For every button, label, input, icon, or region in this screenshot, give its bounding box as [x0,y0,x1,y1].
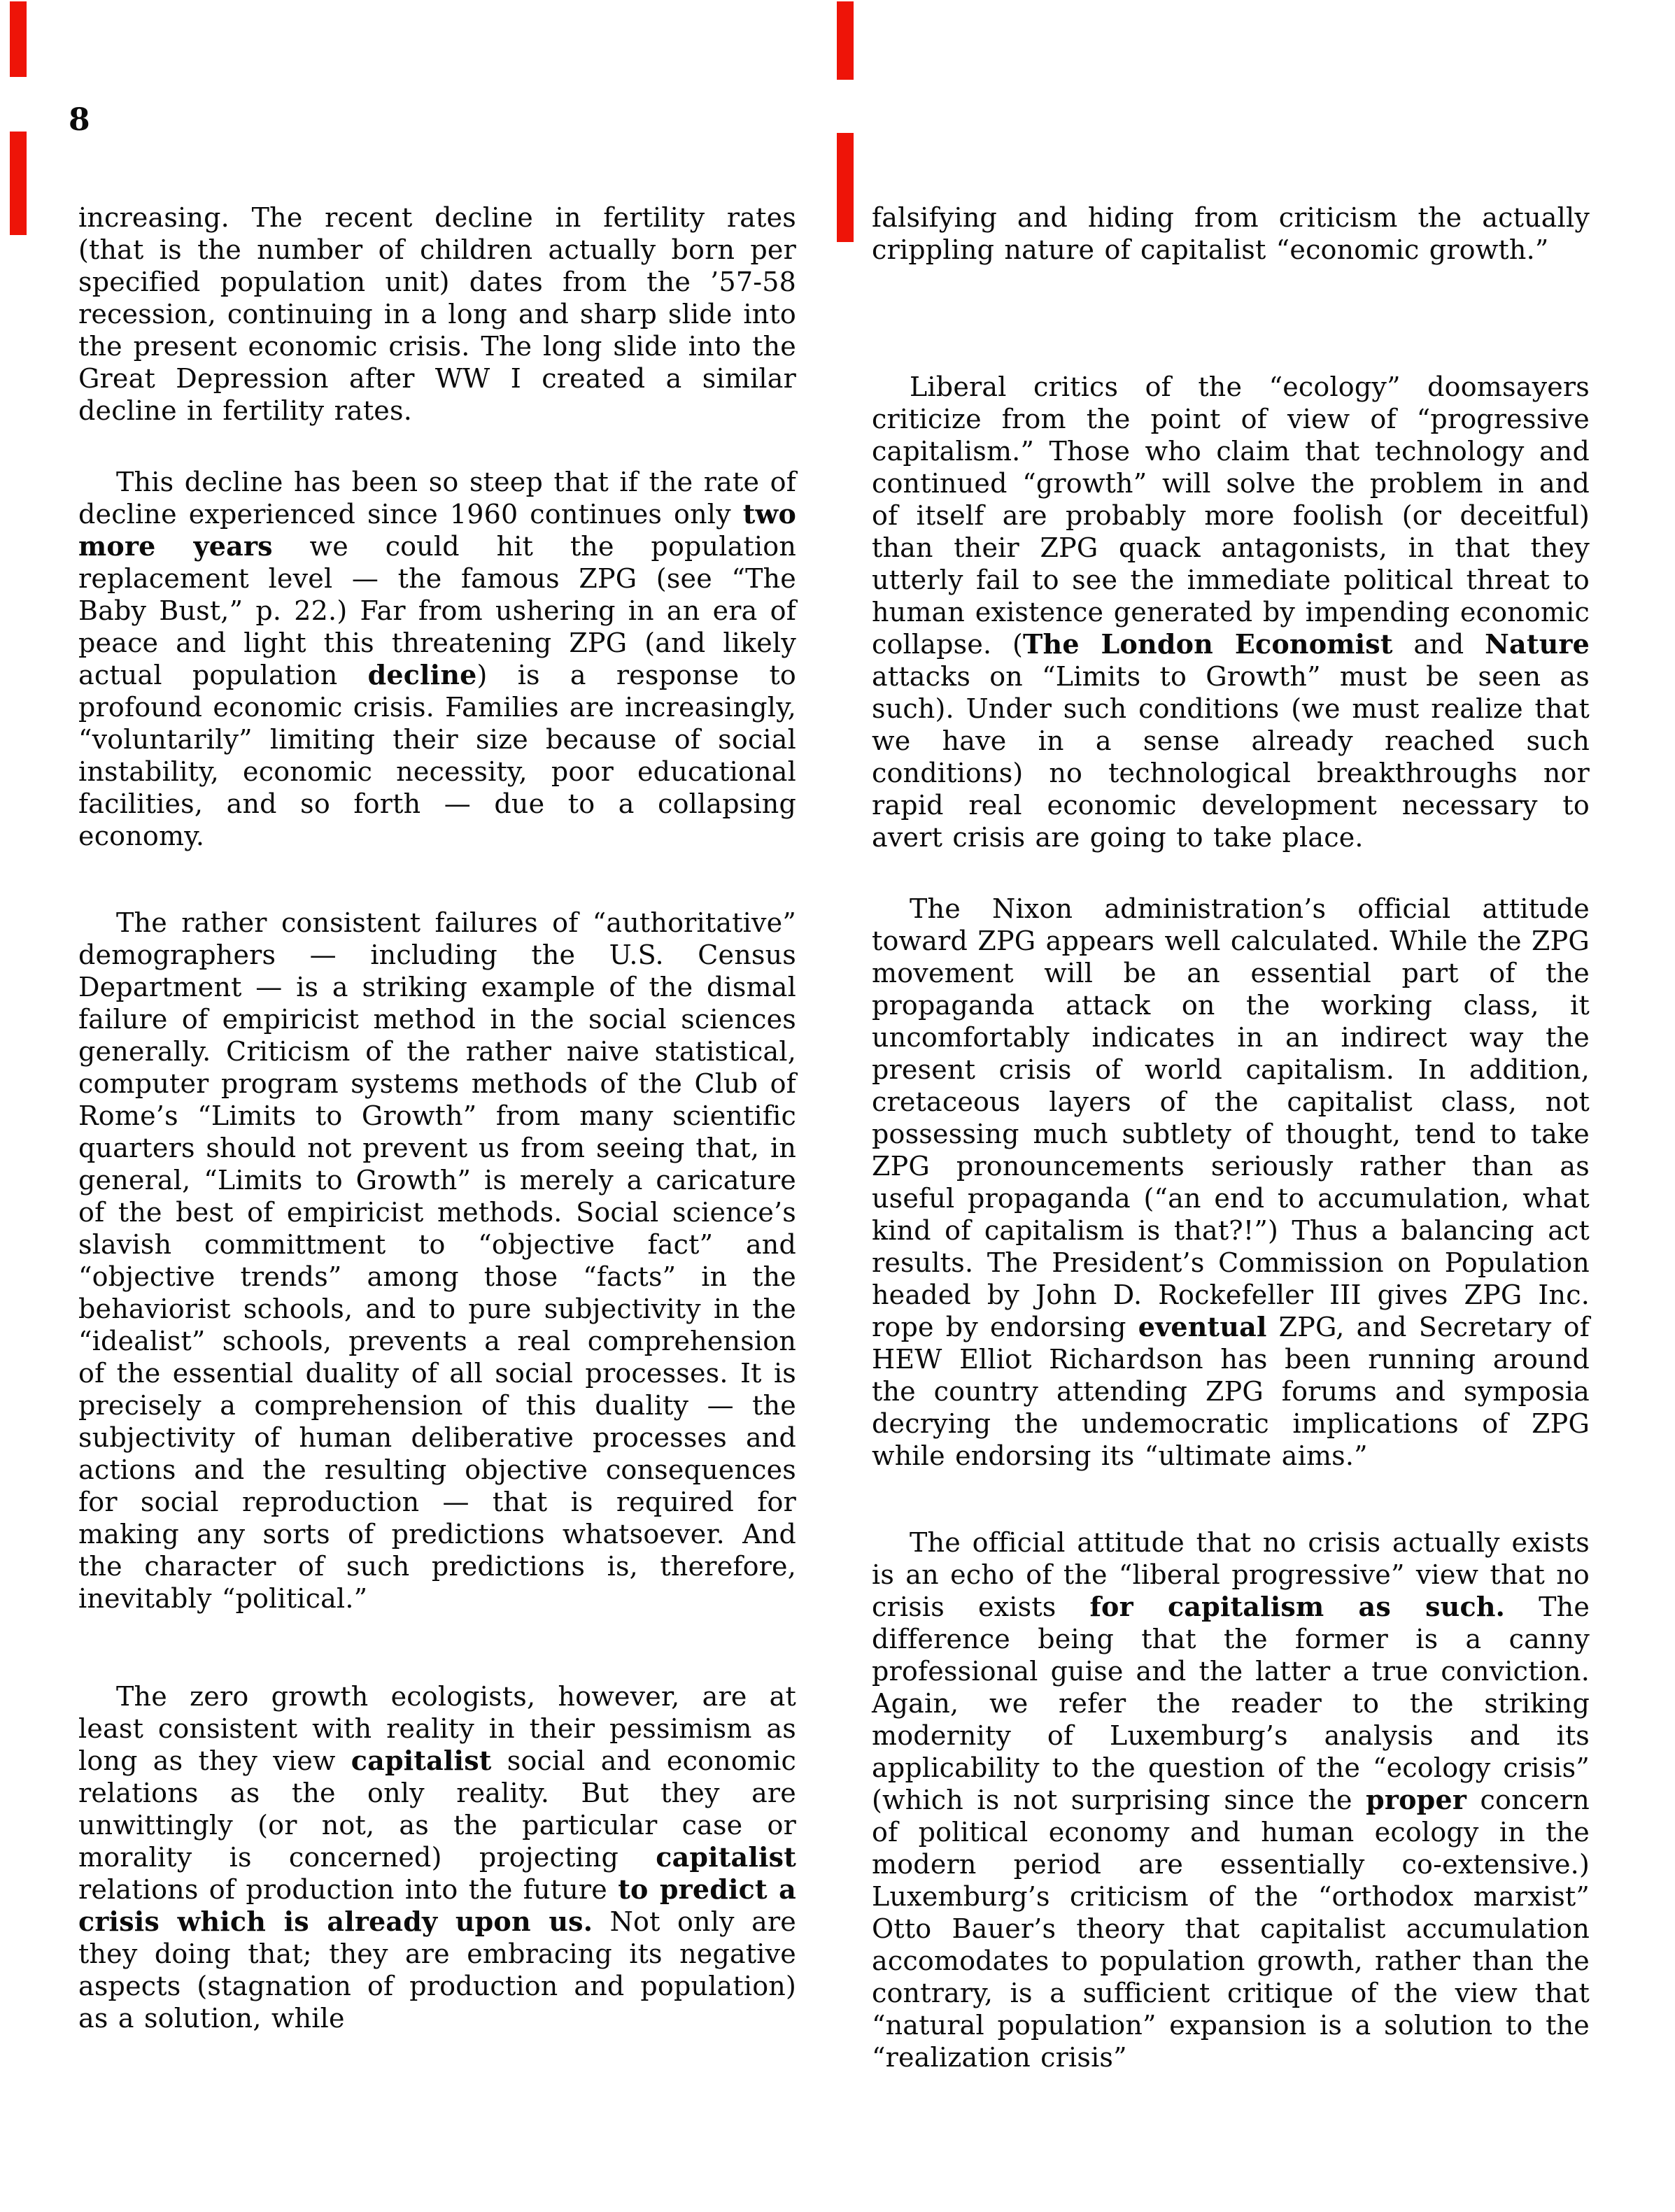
text-run: ) is a response to profound economic crisis. Families are increasingly, “voluntarily” limiting their size because of social instability, economic necessity, poor educational facilities, and so forth — due to a collapsing economy. [78,660,796,851]
bold-text-run: two more years [78,498,796,562]
right-column [872,201,1590,2073]
text-run: The Nixon administration’s official attitude toward ZPG appears well calculated. While the ZPG movement will be an essential part of the propaganda attack on the working class, it uncomfortably indicates in an indirect way the present crisis of world capitalism. In addition, cretaceous layers of the capitalist class, not possessing much subtlety of thought, tend to take ZPG pronouncements seriously rather than as useful propaganda (“an end to accumulation, what kind of capitalism is that?!”) Thus a balancing act results. The President’s Commission on Population headed by John D. Rockefeller III gives ZPG Inc. rope by endorsing [872,893,1590,1342]
text-run: relations of production into the future [78,1874,619,1905]
text-run: attacks on “Limits to Growth” must be seen as such). Under such conditions (we must realize that we have in a sense already reached such conditions) no technological breakthroughs nor rapid real economic development necessary to avert crisis are going to take place. [872,661,1590,853]
text-run: we could hit the population replacement level — the famous ZPG (see “The Baby Bust,” p. 22.) Far from ushering in an era of peace and light this threatening ZPG (and likely actual population [78,531,796,690]
paragraph [78,201,796,427]
page-number: 8 [69,102,90,138]
text-run: social and economic relations as the only reality. But they are unwittingly (or not, as the particular case or morality is concerned) projecting [78,1745,796,1873]
text-run: concern of political economy and human ecology in the modern period are essentially co-extensive.) Luxemburg’s criticism of the “orthodox marxist” Otto Bauer’s theory that capitalist accumulation accomodates to population growth, rather than the contrary, is a sufficient critique of the view that “natural population” expansion is a solution to the “realization crisis” [872,1785,1590,2073]
paragraph [78,1680,796,2034]
bold-text-run: The London Economist [1023,628,1393,660]
text-run: Liberal critics of the “ecology” doomsayers criticize from the point of view of “progressive capitalism.” Those who claim that technology and continued “growth” will solve the problem in and of itself are probably more foolish (or deceitful) than their ZPG quack antagonists, in that they utterly fail to see the immediate political threat to human existence generated by impending economic collapse. ( [872,371,1590,660]
text-run: The official attitude that no crisis actually exists is an echo of the “liberal progressive” view that no crisis exists [872,1527,1590,1622]
text-run: falsifying and hiding from criticism the actually crippling nature of capitalist “economic growth.” [872,202,1590,265]
bold-text-run: proper [1366,1784,1467,1815]
text-run: The difference being that the former is a canny professional guise and the latter a true conviction. Again, we refer the reader to the striking modernity of Luxemburg’s analysis and its applicability to the question of the “ecology crisis” (which is not surprising since the [872,1591,1590,1815]
text-run: This decline has been so steep that if the rate of decline experienced since 1960 continues only [78,467,796,530]
paragraph [872,201,1590,266]
bold-text-run: Nature [1485,628,1590,660]
bold-text-run: eventual [1138,1311,1267,1342]
paragraph [872,1526,1590,2073]
paragraph [78,466,796,852]
red-edge-mark [10,132,27,235]
red-edge-mark [837,133,854,242]
bold-text-run: capitalist [656,1841,796,1873]
text-run: and [1392,629,1485,660]
text-run: increasing. The recent decline in fertility rates (that is the number of children actually born per specified population unit) dates from the ’57-58 recession, continuing in a long and sharp slide into the present economic crisis. The long slide into the Great Depression after WW I created a similar decline in fertility rates. [78,202,796,426]
red-edge-mark [10,1,27,77]
paragraph [872,893,1590,1472]
left-column [78,201,796,2034]
paragraph [78,907,796,1615]
bold-text-run: to predict a crisis which is already upon us. [78,1873,797,1937]
bold-text-run: decline [367,659,477,690]
bold-text-run: for capitalism as such. [1089,1591,1506,1622]
text-run: The rather consistent failures of “authoritative” demographers — including the U.S. Census Department — is a striking example of the dismal failure of empiricist method in the social sciences generally. Criticism of the rather naive statistical, computer program systems methods of the Club of Rome’s “Limits to Growth” from many scientific quarters should not prevent us from seeing that, in general, “Limits to Growth” is merely a caricature of the best of empiricist methods. Social science’s slavish committment to “objective fact” and “objective trends” among those “facts” in the behaviorist schools, and to pure subjectivity in the “idealist” schools, prevents a real comprehension of the essential duality of all social processes. It is precisely a comprehension of this duality — the subjectivity of human deliberative processes and actions and the resulting objective consequences for social reproduction — that is required for making any sorts of predictions whatsoever. And the character of such predictions is, therefore, inevitably “political.” [78,907,796,1614]
red-edge-mark [837,1,854,80]
paragraph [872,371,1590,853]
text-run: The zero growth ecologists, however, are at least consistent with reality in their pessimism as long as they view [78,1681,796,1776]
text-run: ZPG, and Secretary of HEW Elliot Richardson has been running around the country attending ZPG forums and symposia decrying the undemocratic implications of ZPG while endorsing its “ultimate aims.” [872,1312,1590,1471]
bold-text-run: capitalist [351,1745,492,1776]
text-run: Not only are they doing that; they are embracing its negative aspects (stagnation of production and population) as a solution, while [78,1906,796,2034]
